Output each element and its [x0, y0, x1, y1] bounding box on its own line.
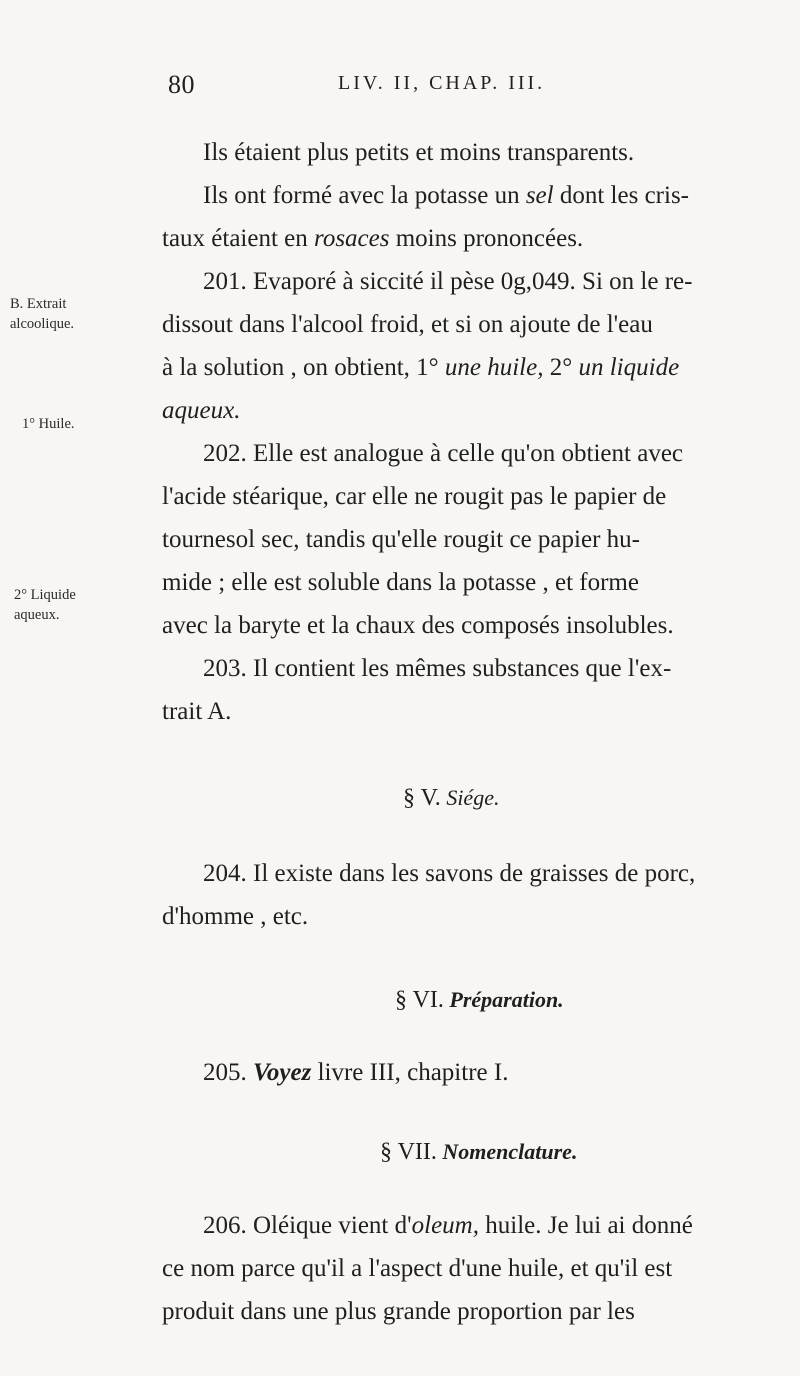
- section-number: § V.: [403, 785, 441, 811]
- text-line: 202. Elle est analogue à celle qu'on obtient avec: [203, 440, 684, 467]
- margin-note-line: B. Extrait: [10, 296, 67, 312]
- chapter-header: LIV. II, CHAP. III.: [338, 72, 546, 94]
- text-line: dissout dans l'alcool froid, et si on ajoute de l'eau: [162, 311, 653, 338]
- text-run-italic: Voyez: [253, 1059, 312, 1086]
- text-line: avec la baryte et la chaux des composés insolubles.: [162, 612, 674, 639]
- margin-note-line: alcoolique.: [10, 315, 75, 332]
- text-run: 2°: [543, 354, 579, 381]
- text-run-italic: oleum,: [411, 1212, 479, 1239]
- text-run: Ils ont formé avec la potasse un: [203, 182, 526, 209]
- text-run: 206. Oléique vient d': [203, 1212, 412, 1239]
- text-line: [162, 226, 583, 251]
- section-title: Préparation.: [449, 987, 564, 1012]
- text-line: 204. Il existe dans les savons de graisses de porc,: [203, 860, 696, 887]
- text-line: mide ; elle est soluble dans la potasse , et forme: [162, 569, 639, 596]
- text-line: aqueux.: [162, 397, 241, 424]
- text-run-italic: un liquide: [578, 354, 680, 381]
- text-run: livre III, chapitre I.: [311, 1059, 509, 1086]
- text-line: [203, 1060, 508, 1085]
- text-line: [203, 183, 689, 208]
- text-line: d'homme , etc.: [162, 903, 309, 930]
- text-line: [162, 355, 679, 380]
- text-run: 205.: [203, 1059, 253, 1086]
- text-run-italic: sel: [525, 182, 554, 209]
- margin-note-line: 1° Huile.: [22, 416, 75, 432]
- text-line: ce nom parce qu'il a l'aspect d'une huile, et qu'il est: [162, 1255, 673, 1282]
- margin-note-line: aqueux.: [14, 606, 60, 623]
- margin-note-line: 2° Liquide: [14, 587, 76, 603]
- section-number: § VI.: [395, 987, 444, 1013]
- text-run: taux étaient en: [162, 225, 315, 252]
- text-line: l'acide stéarique, car elle ne rougit pas le papier de: [162, 483, 667, 510]
- text-run: à la solution , on obtient, 1°: [162, 354, 445, 381]
- section-heading-preparation: [395, 988, 564, 1012]
- page-number: 80: [168, 70, 195, 99]
- text-run: huile. Je lui ai donné: [479, 1212, 693, 1239]
- text-line: 203. Il contient les mêmes substances que l'ex-: [203, 655, 672, 682]
- text-run: moins prononcées.: [389, 225, 584, 252]
- text-line: produit dans une plus grande proportion par les: [162, 1298, 635, 1325]
- text-line: trait A.: [162, 698, 232, 725]
- text-run-italic: rosaces: [314, 225, 390, 252]
- section-title: Nomenclature.: [442, 1139, 578, 1164]
- text-line: [203, 1213, 693, 1238]
- section-title: Siége.: [446, 785, 500, 810]
- text-run-italic: une huile,: [444, 354, 544, 381]
- section-heading-siege: [403, 786, 499, 810]
- section-heading-nomenclature: [380, 1140, 577, 1164]
- text-line: 201. Evaporé à siccité il pèse 0g,049. Si on le re-: [203, 268, 693, 295]
- text-run: dont les cris-: [553, 182, 689, 209]
- section-number: § VII.: [380, 1139, 437, 1165]
- text-line: Ils étaient plus petits et moins transparents.: [203, 139, 635, 166]
- text-line: tournesol sec, tandis qu'elle rougit ce papier hu-: [162, 526, 640, 553]
